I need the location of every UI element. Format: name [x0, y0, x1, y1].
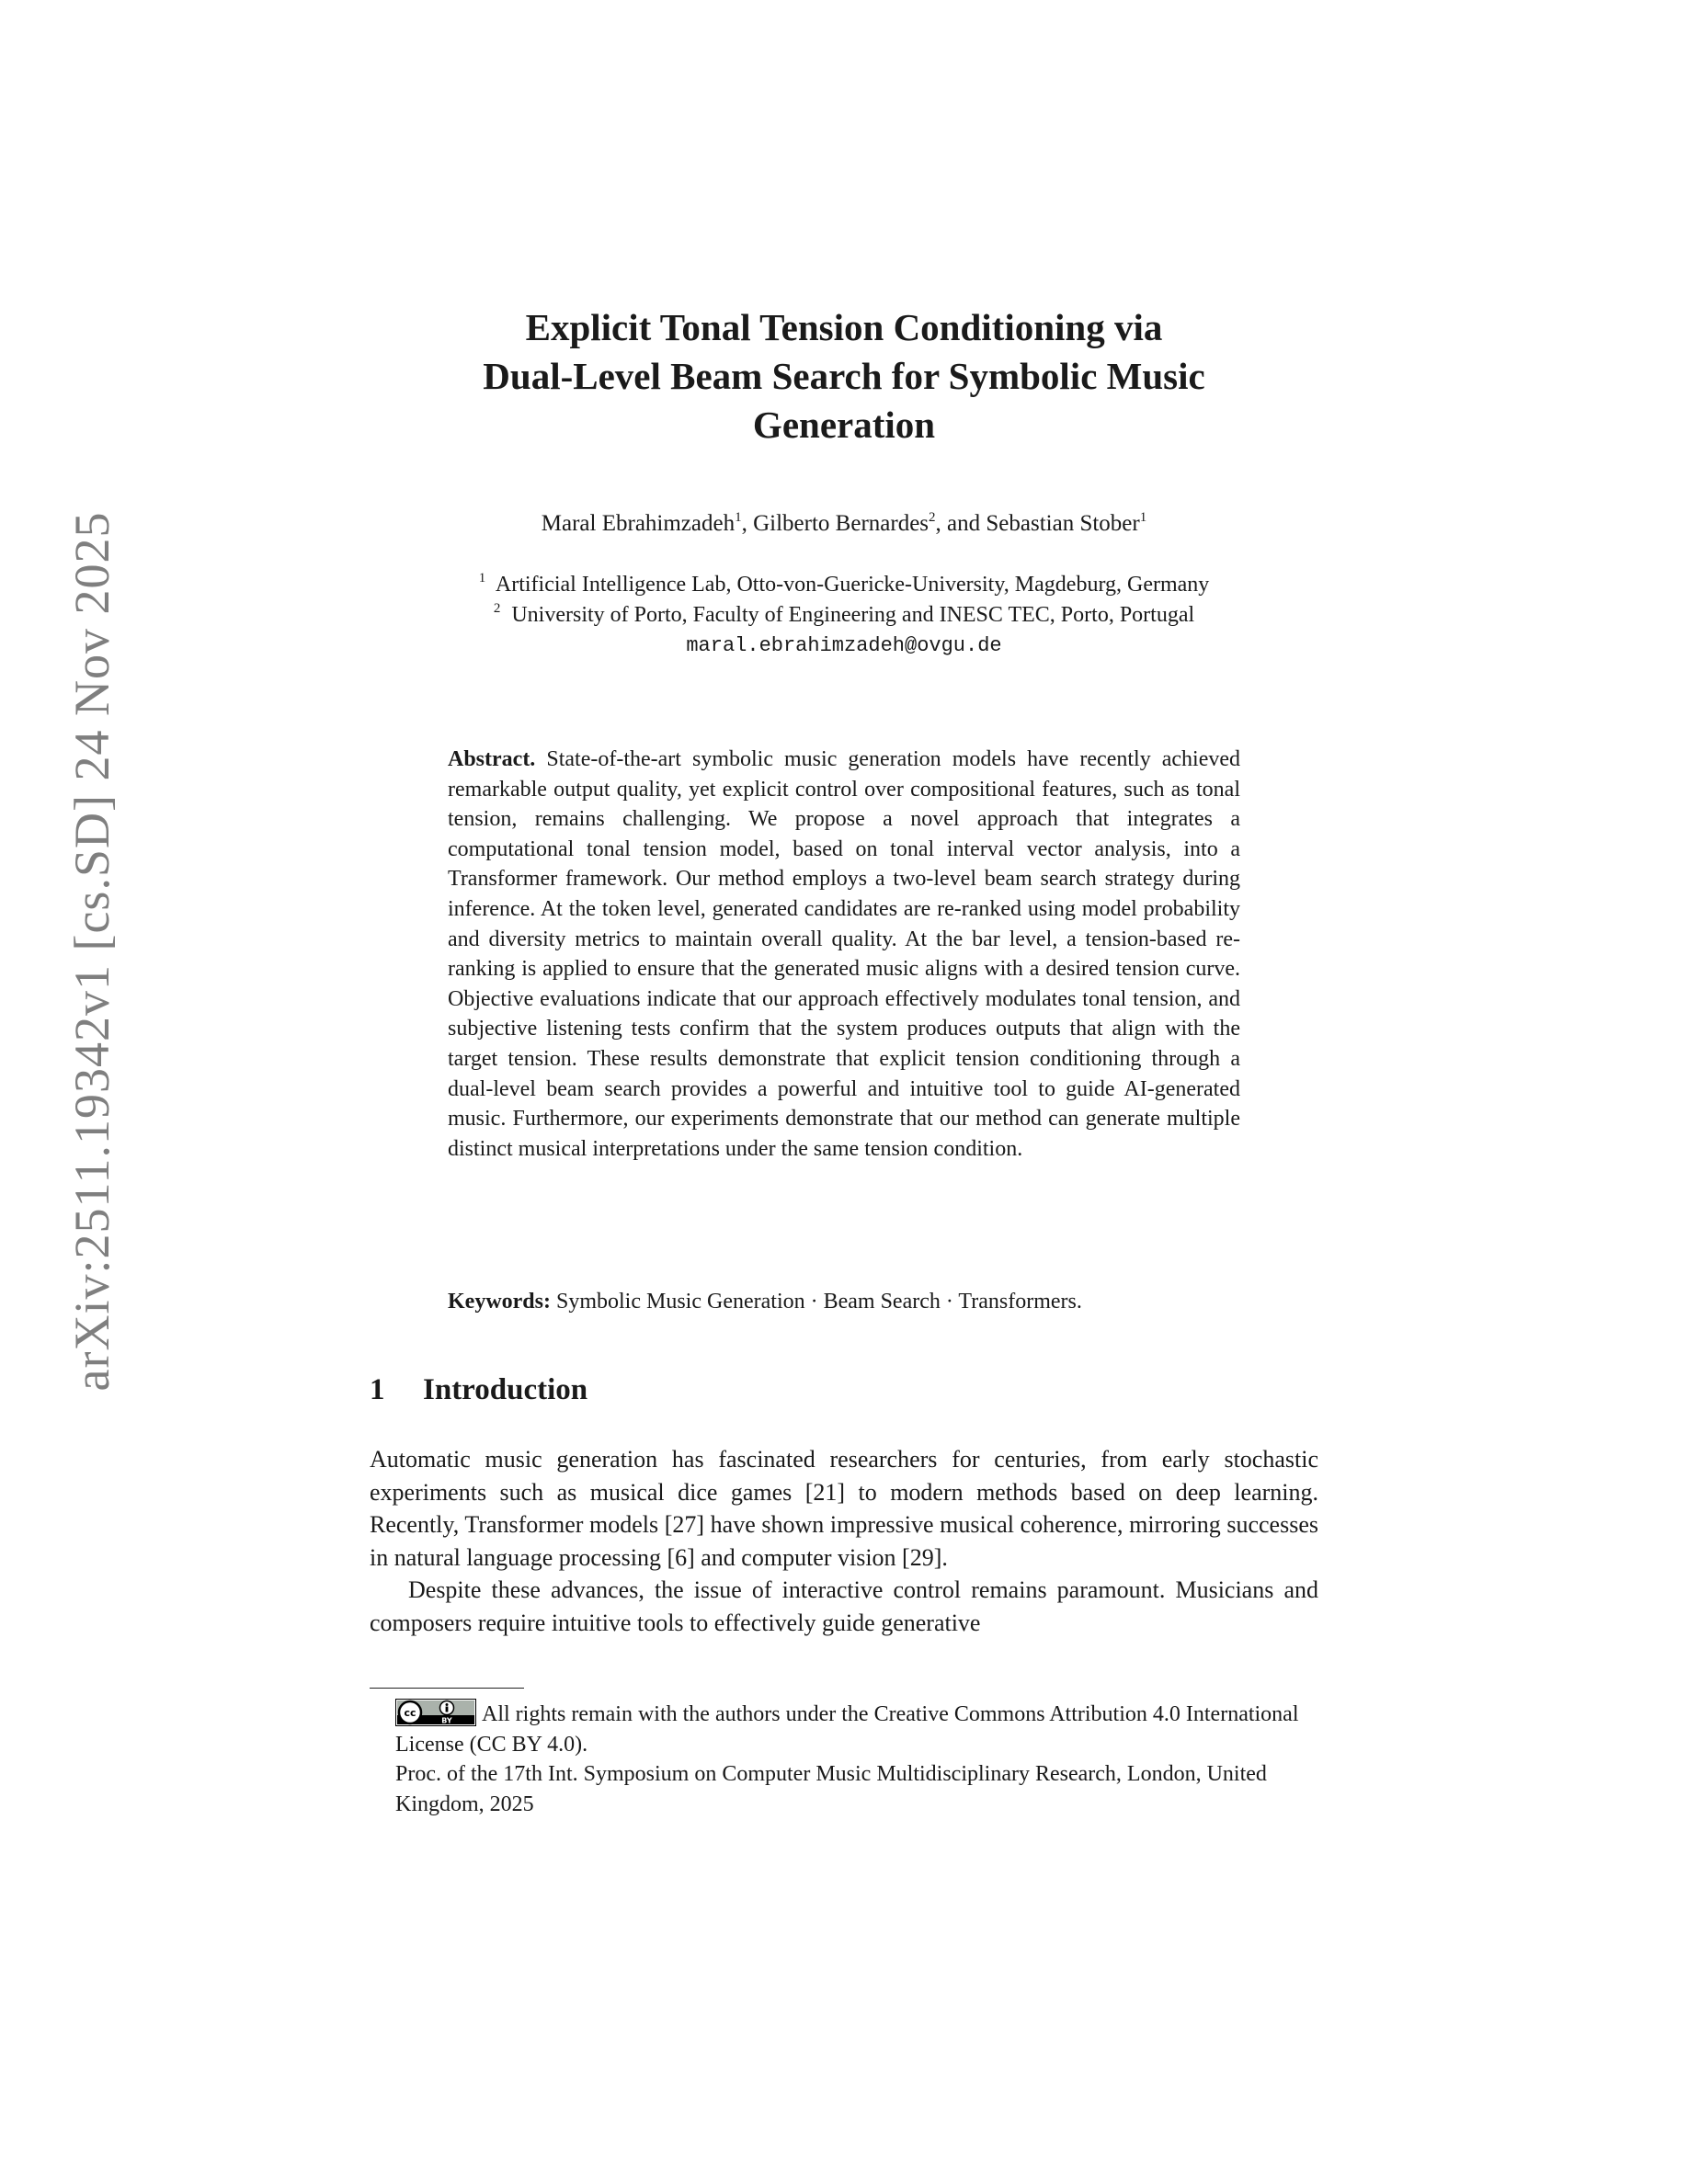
author-affiliation-mark: 2 [929, 510, 936, 525]
section-heading [370, 1373, 587, 1407]
author-list [368, 509, 1320, 539]
affiliation-line [368, 570, 1320, 600]
title-line: Explicit Tonal Tension Conditioning via [525, 306, 1163, 348]
section-title-text: Introduction [423, 1373, 588, 1406]
author-separator: , and [935, 511, 987, 536]
license-line [395, 1699, 1320, 1759]
paper-title [368, 303, 1320, 449]
introduction-body [370, 1443, 1318, 1639]
license-text: All rights remain with the authors under the Creative Commons Attribution 4.0 International License (CC BY 4.0). [395, 1702, 1299, 1757]
section-number: 1 [370, 1373, 385, 1406]
keywords [448, 1287, 1240, 1316]
footnote [395, 1699, 1320, 1819]
author-name: Gilberto Bernardes [753, 511, 930, 536]
svg-text:cc: cc [404, 1707, 416, 1719]
keywords-text: Symbolic Music Generation · Beam Search · Transformers. [555, 1290, 1082, 1314]
affiliation-text: University of Porto, Faculty of Engineering and INESC TEC, Porto, Portugal [511, 603, 1195, 627]
author-name: Sebastian Stober [986, 511, 1140, 536]
affiliation-line [368, 600, 1320, 631]
author-name: Maral Ebrahimzadeh [541, 511, 736, 536]
affiliations [368, 570, 1320, 661]
cc-badge-text: BY [441, 1716, 452, 1725]
cc-by-license-icon [395, 1699, 476, 1726]
footnote-rule [370, 1688, 524, 1689]
author-separator: , [741, 511, 754, 536]
arxiv-identifier: arXiv:2511.19342v1 [cs.SD] 24 Nov 2025 [64, 511, 120, 1392]
author-affiliation-mark: 1 [735, 510, 742, 525]
author-affiliation-mark: 1 [1139, 510, 1147, 525]
title-line: Dual-Level Beam Search for Symbolic Music [483, 355, 1205, 397]
body-paragraph: Automatic music generation has fascinated researchers for centuries, from early stochastic experiments such as musical dice games [21] to modern methods based on deep learning. Recently, Transformer models [27] have shown impressive musical coherence, mirroring successes in natural language processing [6] and computer vision [29]. [370, 1446, 1318, 1571]
body-paragraph: Despite these advances, the issue of interactive control remains paramount. Musicians and composers require intuitive tools to effectively guide generative [370, 1576, 1318, 1636]
keywords-label: Keywords: [448, 1290, 551, 1314]
affiliation-number: 1 [478, 571, 486, 586]
abstract [448, 745, 1240, 1164]
title-line: Generation [752, 404, 936, 446]
abstract-text: State-of-the-art symbolic music generation models have recently achieved remarkable output quality, yet explicit control over compositional features, such as tonal tension, remains challenging. We propose a novel approach that integrates a computational tonal tension model, based on tonal interval vector analysis, into a Transformer framework. Our method employs a two-level beam search strategy during inference. At the token level, generated candidates are re-ranked using model probability and diversity metrics to maintain overall quality. At the bar level, a tension-based re-ranking is applied to ensure that the generated music aligns with a desired tension curve. Objective evaluations indicate that our approach effectively modulates tonal tension, and subjective listening tests confirm that the system produces outputs that align with the target tension. These results demonstrate that explicit tension conditioning through a dual-level beam search provides a powerful and intuitive tool to guide AI-generated music. Furthermore, our experiments demonstrate that our method can generate multiple distinct musical interpretations under the same tension condition. [448, 747, 1240, 1161]
proceedings-line: Proc. of the 17th Int. Symposium on Computer Music Multidisciplinary Research, London, United Kingdom, 2025 [395, 1762, 1267, 1816]
abstract-label: Abstract. [448, 747, 536, 771]
author-email[interactable]: maral.ebrahimzadeh@ovgu.de [686, 634, 1002, 657]
affiliation-text: Artificial Intelligence Lab, Otto-von-Guericke-University, Magdeburg, Germany [495, 573, 1210, 597]
affiliation-number: 2 [493, 601, 501, 616]
